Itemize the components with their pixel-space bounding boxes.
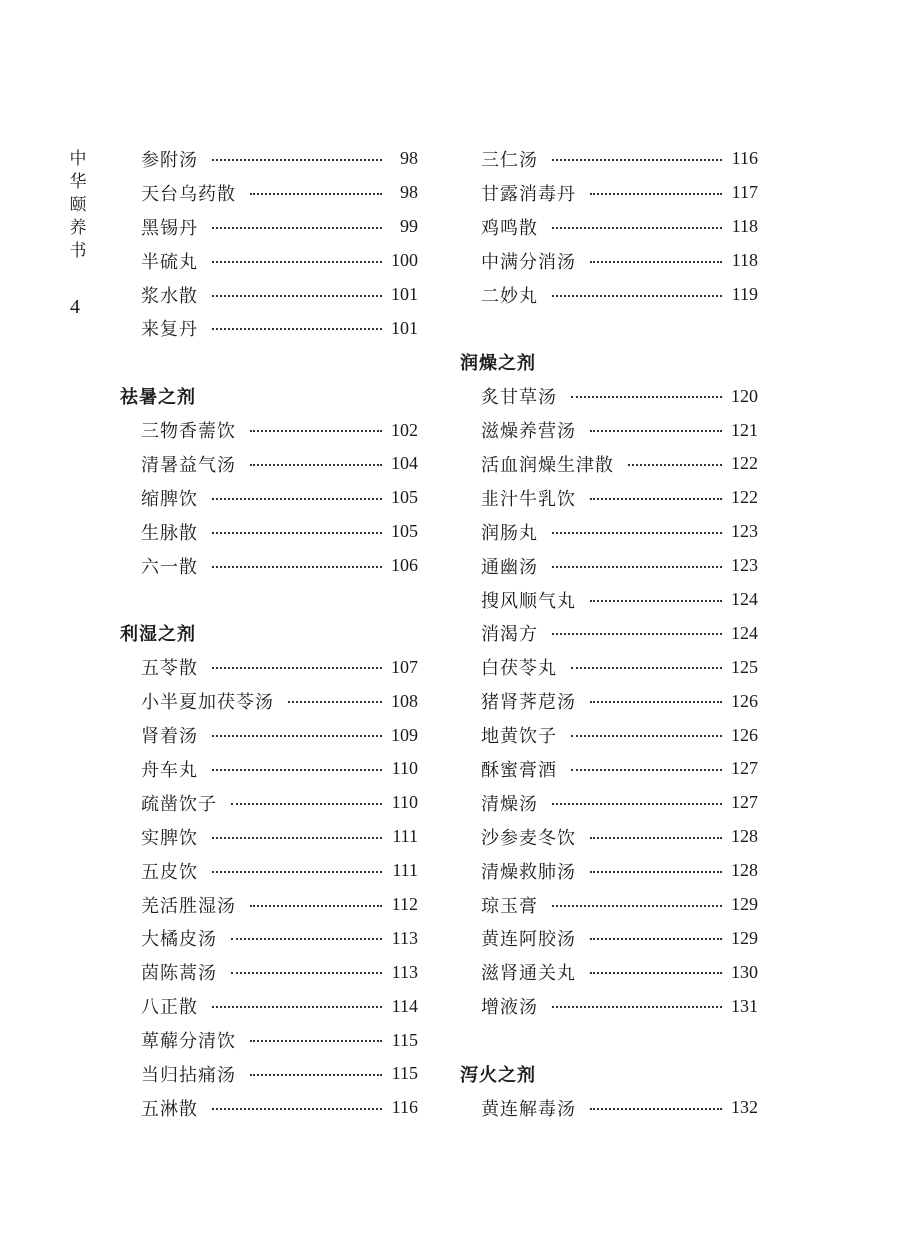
entry-title: 六一散 <box>141 556 198 578</box>
toc-entry[interactable] <box>460 379 758 413</box>
dot-leader <box>590 261 722 263</box>
toc-entry[interactable] <box>120 549 418 583</box>
entry-page-number: 99 <box>400 216 418 237</box>
entry-title: 琼玉膏 <box>481 895 538 917</box>
entry-page-number: 113 <box>391 961 418 982</box>
entry-page-number: 111 <box>392 860 418 881</box>
entry-title: 小半夏加茯苓汤 <box>141 692 274 714</box>
entry-page-number: 104 <box>391 453 418 474</box>
entry-title: 实脾饮 <box>141 827 198 849</box>
entry-title: 搜风顺气丸 <box>481 590 576 612</box>
toc-entry[interactable] <box>120 786 418 820</box>
dot-leader <box>552 227 722 229</box>
toc-entry[interactable] <box>460 278 758 312</box>
entry-title: 疏凿饮子 <box>141 793 217 815</box>
entry-page-number: 98 <box>400 182 418 203</box>
entry-page-number: 118 <box>731 216 758 237</box>
dot-leader <box>212 1108 382 1110</box>
toc-entry[interactable] <box>460 176 758 210</box>
entry-title: 缩脾饮 <box>141 488 198 510</box>
dot-leader <box>590 938 722 940</box>
toc-entry[interactable] <box>460 955 758 989</box>
entry-page-number: 123 <box>731 555 758 576</box>
toc-entry[interactable] <box>460 684 758 718</box>
entry-title: 黄连阿胶汤 <box>481 929 576 951</box>
dot-leader <box>212 667 382 669</box>
dot-leader <box>250 464 382 466</box>
entry-title: 参附汤 <box>141 149 198 171</box>
section-spacer <box>460 1023 758 1057</box>
entry-title: 黑锡丹 <box>141 217 198 239</box>
entry-title: 天台乌药散 <box>141 183 236 205</box>
dot-leader <box>590 701 722 703</box>
dot-leader <box>552 159 722 161</box>
entry-title: 通幽汤 <box>481 556 538 578</box>
entry-page-number: 121 <box>731 419 758 440</box>
toc-entry[interactable] <box>460 921 758 955</box>
dot-leader <box>212 532 382 534</box>
toc-entry[interactable] <box>120 142 418 176</box>
entry-title: 五淋散 <box>141 1098 198 1120</box>
dot-leader <box>552 295 722 297</box>
entry-title: 增液汤 <box>481 997 538 1019</box>
dot-leader <box>212 837 382 839</box>
entry-page-number: 110 <box>391 792 418 813</box>
dot-leader <box>571 667 722 669</box>
entry-page-number: 127 <box>731 758 758 779</box>
dot-leader <box>250 1074 382 1076</box>
entry-page-number: 107 <box>391 656 418 677</box>
section-heading: 利湿之剂 <box>120 624 196 646</box>
entry-title: 炙甘草汤 <box>481 387 557 409</box>
dot-leader <box>590 1108 722 1110</box>
toc-entry[interactable] <box>120 888 418 922</box>
entry-page-number: 122 <box>731 487 758 508</box>
entry-page-number: 105 <box>391 521 418 542</box>
section-heading: 祛暑之剂 <box>120 387 196 409</box>
entry-title: 消渴方 <box>481 624 538 646</box>
entry-page-number: 124 <box>731 622 758 643</box>
entry-page-number: 108 <box>391 690 418 711</box>
dot-leader <box>250 905 382 907</box>
dot-leader <box>571 735 722 737</box>
entry-title: 八正散 <box>141 997 198 1019</box>
dot-leader <box>590 600 722 602</box>
section-spacer <box>120 583 418 617</box>
dot-leader <box>590 430 722 432</box>
dot-leader <box>590 972 722 974</box>
dot-leader <box>212 261 382 263</box>
entry-page-number: 124 <box>731 589 758 610</box>
entry-page-number: 118 <box>731 250 758 271</box>
entry-page-number: 110 <box>391 758 418 779</box>
entry-title: 地黄饮子 <box>481 726 557 748</box>
dot-leader <box>231 803 382 805</box>
dot-leader <box>571 396 722 398</box>
toc-entry[interactable] <box>120 1023 418 1057</box>
entry-page-number: 117 <box>731 182 758 203</box>
entry-page-number: 115 <box>391 1029 418 1050</box>
entry-page-number: 127 <box>731 792 758 813</box>
entry-page-number: 119 <box>731 284 758 304</box>
entry-title: 韭汁牛乳饮 <box>481 488 576 510</box>
entry-page-number: 123 <box>731 521 758 542</box>
toc-entry[interactable] <box>460 583 758 617</box>
toc-entry[interactable] <box>460 515 758 549</box>
section-heading: 泻火之剂 <box>460 1064 536 1086</box>
entry-page-number: 105 <box>391 487 418 508</box>
section-spacer <box>460 311 758 345</box>
toc-entry[interactable] <box>120 752 418 786</box>
dot-leader <box>212 295 382 297</box>
dot-leader <box>552 803 722 805</box>
entry-title: 鸡鸣散 <box>481 217 538 239</box>
entry-title: 滋燥养营汤 <box>481 421 576 443</box>
entry-title: 白茯苓丸 <box>481 658 557 680</box>
toc-entry[interactable] <box>120 244 418 278</box>
toc-entry[interactable] <box>460 142 758 176</box>
entry-page-number: 126 <box>731 724 758 745</box>
toc-entry[interactable] <box>120 989 418 1023</box>
toc-entry[interactable] <box>120 854 418 888</box>
dot-leader <box>590 498 722 500</box>
toc-entry[interactable] <box>460 413 758 447</box>
toc-entry[interactable] <box>460 854 758 888</box>
dot-leader <box>552 1006 722 1008</box>
dot-leader <box>212 871 382 873</box>
toc-entry[interactable] <box>120 210 418 244</box>
entry-page-number: 129 <box>731 894 758 915</box>
entry-page-number: 114 <box>391 995 418 1016</box>
entry-title: 二妙丸 <box>481 285 538 307</box>
entry-page-number: 109 <box>391 724 418 745</box>
toc-entry[interactable] <box>460 244 758 278</box>
dot-leader <box>552 905 722 907</box>
toc-entry[interactable] <box>460 650 758 684</box>
entry-page-number: 116 <box>391 1097 418 1118</box>
dot-leader <box>288 701 382 703</box>
entry-title: 浆水散 <box>141 285 198 307</box>
toc-entry[interactable] <box>460 786 758 820</box>
entry-page-number: 122 <box>731 453 758 474</box>
dot-leader <box>552 566 722 568</box>
entry-title: 黄连解毒汤 <box>481 1098 576 1120</box>
toc-entry[interactable] <box>120 650 418 684</box>
toc-entry[interactable] <box>120 311 418 345</box>
entry-page-number: 115 <box>391 1063 418 1084</box>
entry-title: 三仁汤 <box>481 149 538 171</box>
entry-title: 茵陈蒿汤 <box>141 963 217 985</box>
dot-leader <box>212 328 382 330</box>
dot-leader <box>212 227 382 229</box>
toc-entry[interactable] <box>460 549 758 583</box>
dot-leader <box>250 1040 382 1042</box>
entry-title: 羌活胜湿汤 <box>141 895 236 917</box>
entry-title: 甘露消毒丹 <box>481 183 576 205</box>
toc-entry[interactable] <box>460 447 758 481</box>
entry-title: 沙参麦冬饮 <box>481 827 576 849</box>
entry-page-number: 126 <box>731 690 758 711</box>
entry-title: 肾着汤 <box>141 726 198 748</box>
entry-title: 润肠丸 <box>481 522 538 544</box>
dot-leader <box>571 769 722 771</box>
dot-leader <box>590 871 722 873</box>
toc-entry[interactable] <box>460 210 758 244</box>
dot-leader <box>212 159 382 161</box>
entry-page-number: 130 <box>731 961 758 982</box>
entry-page-number: 101 <box>391 317 418 338</box>
entry-page-number: 100 <box>391 250 418 271</box>
toc-entry[interactable] <box>120 481 418 515</box>
entry-title: 萆薢分清饮 <box>141 1031 236 1053</box>
dot-leader <box>590 837 722 839</box>
entry-title: 滋肾通关丸 <box>481 963 576 985</box>
entry-title: 半硫丸 <box>141 251 198 273</box>
entry-title: 酥蜜膏酒 <box>481 759 557 781</box>
toc-entry[interactable] <box>120 820 418 854</box>
toc-entry[interactable] <box>120 718 418 752</box>
book-title: 中华颐养书 <box>69 149 87 261</box>
toc-entry[interactable] <box>460 888 758 922</box>
toc-right-column <box>460 142 758 1125</box>
dot-leader <box>231 972 382 974</box>
toc-entry[interactable] <box>460 989 758 1023</box>
entry-title: 五皮饮 <box>141 861 198 883</box>
dot-leader <box>212 769 382 771</box>
toc-entry[interactable] <box>460 718 758 752</box>
entry-page-number: 112 <box>391 894 418 915</box>
entry-page-number: 132 <box>731 1097 758 1118</box>
toc-entry[interactable] <box>120 278 418 312</box>
toc-entry[interactable] <box>120 515 418 549</box>
entry-page-number: 116 <box>731 148 758 169</box>
page-number: 4 <box>70 296 80 318</box>
toc-entry[interactable] <box>120 921 418 955</box>
dot-leader <box>628 464 722 466</box>
entry-title: 活血润燥生津散 <box>481 454 614 476</box>
entry-title: 大橘皮汤 <box>141 929 217 951</box>
dot-leader <box>552 532 722 534</box>
entry-title: 清燥救肺汤 <box>481 861 576 883</box>
entry-title: 来复丹 <box>141 319 198 341</box>
toc-entry[interactable] <box>460 481 758 515</box>
entry-page-number: 128 <box>731 860 758 881</box>
entry-page-number: 106 <box>391 555 418 576</box>
entry-page-number: 128 <box>731 826 758 847</box>
toc-entry[interactable] <box>120 413 418 447</box>
entry-title: 猪肾荠苨汤 <box>481 692 576 714</box>
entry-title: 三物香薷饮 <box>141 421 236 443</box>
entry-title: 五苓散 <box>141 658 198 680</box>
entry-page-number: 101 <box>391 284 418 304</box>
dot-leader <box>552 633 722 635</box>
entry-page-number: 98 <box>400 148 418 169</box>
toc-entry[interactable] <box>120 955 418 989</box>
section-spacer <box>120 345 418 379</box>
dot-leader <box>250 193 382 195</box>
toc-entry[interactable] <box>120 1091 418 1125</box>
entry-page-number: 120 <box>731 385 758 406</box>
dot-leader <box>231 938 382 940</box>
entry-page-number: 129 <box>731 927 758 948</box>
toc-entry[interactable] <box>460 1091 758 1125</box>
dot-leader <box>212 566 382 568</box>
entry-title: 中满分消汤 <box>481 251 576 273</box>
toc-entry[interactable] <box>120 447 418 481</box>
toc-entry[interactable] <box>460 616 758 650</box>
dot-leader <box>250 430 382 432</box>
toc-entry[interactable] <box>120 176 418 210</box>
entry-page-number: 125 <box>731 656 758 677</box>
section-heading: 润燥之剂 <box>460 353 536 375</box>
dot-leader <box>212 498 382 500</box>
entry-page-number: 111 <box>392 826 418 847</box>
dot-leader <box>212 1006 382 1008</box>
dot-leader <box>590 193 722 195</box>
toc-left-column <box>120 142 418 1125</box>
toc-entry[interactable] <box>460 820 758 854</box>
toc-entry[interactable] <box>120 1057 418 1091</box>
entry-page-number: 131 <box>731 995 758 1016</box>
dot-leader <box>212 735 382 737</box>
entry-page-number: 102 <box>391 419 418 440</box>
entry-title: 当归拈痛汤 <box>141 1064 236 1086</box>
entry-title: 生脉散 <box>141 522 198 544</box>
entry-page-number: 113 <box>391 927 418 948</box>
entry-title: 舟车丸 <box>141 759 198 781</box>
toc-entry[interactable] <box>120 684 418 718</box>
toc-entry[interactable] <box>460 752 758 786</box>
entry-title: 清燥汤 <box>481 793 538 815</box>
entry-title: 清暑益气汤 <box>141 454 236 476</box>
